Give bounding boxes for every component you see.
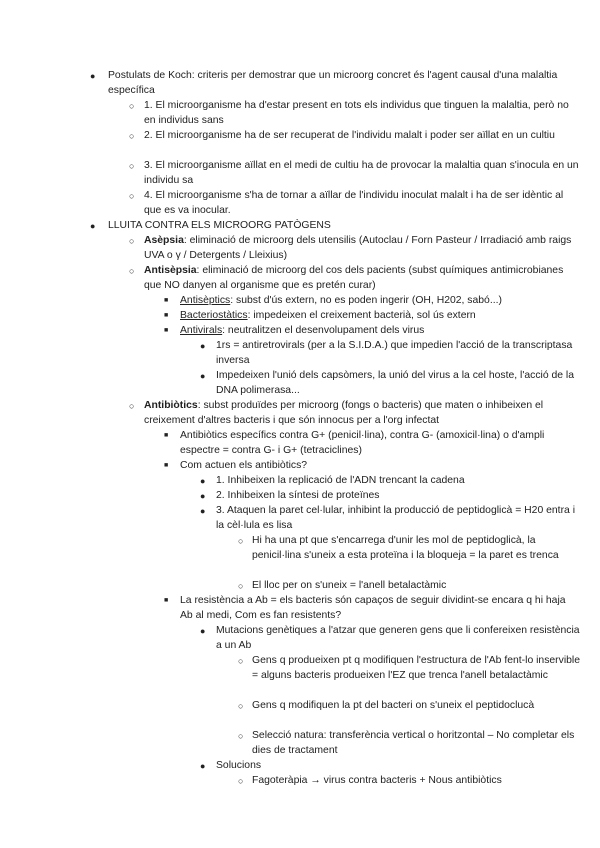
list-item-text: Antisèptics: subst d'ús extern, no es poden ingerir (OH, H202, sabó...) (180, 295, 502, 306)
bullet-circle-icon: ○ (129, 191, 135, 201)
bullet-circle-icon: ○ (238, 536, 244, 546)
list-item-text: La resistència a Ab = els bacteris són capaços de seguir dividint-se encara q hi haja Ab al medi, Com es fan resistents? (180, 595, 566, 621)
bullet-square-icon: ■ (164, 462, 169, 469)
bullet-disc-icon: ● (200, 506, 206, 516)
bullet-square-icon: ■ (164, 312, 169, 319)
bullet-disc-icon: ● (200, 341, 206, 351)
list-item-text: Gens q produeixen pt q modifiquen l'estructura de l'Ab fent-lo inservible = alguns bacteris produeixen l'EZ que trenca l'anell betalactàmic (252, 655, 580, 681)
bullet-disc-icon: ● (90, 221, 96, 231)
bullet-circle-icon: ○ (238, 656, 244, 666)
list-item-text: Fagoteràpia → virus contra bacteris + Nous antibiòtics (252, 775, 502, 786)
list-item-text: Antisèpsia: eliminació de microorg del cos dels pacients (subst químiques antimicrobianes que NO danyen al organisme que es pretén curar) (144, 265, 564, 291)
bullet-circle-icon: ○ (129, 401, 135, 411)
list-item-text: 1. El microorganisme ha d'estar present en tots els individus que tinguen la malaltia, però no en individus sans (144, 100, 569, 126)
bullet-disc-icon: ● (200, 626, 206, 636)
bullet-square-icon: ■ (164, 297, 169, 304)
list-item-text: 2. El microorganisme ha de ser recuperat de l'individu malalt i poder ser aïllat en un cultiu (144, 130, 555, 141)
bullet-circle-icon: ○ (238, 731, 244, 741)
list-item-text: LLUITA CONTRA ELS MICROORG PATÒGENS (108, 220, 331, 231)
list-item-text: Hi ha una pt que s'encarrega d'unir les mol de peptidoglicà, la penicil·lina s'uneix a esta proteïna i la bloqueja = la paret es trenca (252, 535, 559, 561)
bullet-circle-icon: ○ (129, 236, 135, 246)
list-item-text: El lloc per on s'uneix = l'anell betalactàmic (252, 580, 447, 591)
bullet-circle-icon: ○ (129, 131, 135, 141)
bullet-disc-icon: ● (90, 71, 96, 81)
list-item-text: Com actuen els antibiòtics? (180, 460, 308, 471)
list-item-text: 1. Inhibeixen la replicació de l'ADN trencant la cadena (216, 475, 465, 486)
bullet-disc-icon: ● (200, 476, 206, 486)
bullet-disc-icon: ● (200, 371, 206, 381)
list-item-text: 3. El microorganisme aïllat en el medi de cultiu ha de provocar la malaltia quan s'inocula en un individu sa (144, 160, 579, 186)
list-item-text: Asèpsia: eliminació de microorg dels utensilis (Autoclau / Forn Pasteur / Irradiació amb raigs UVA o γ / Detergents / Lleixius) (144, 235, 572, 261)
bullet-circle-icon: ○ (238, 581, 244, 591)
list-item-text: Antivirals: neutralitzen el desenvolupament dels virus (180, 325, 425, 336)
list-item-text: Bacteriostàtics: impedeixen el creixement bacterià, sol ús extern (180, 310, 476, 321)
list-item-text: Antibiòtics específics contra G+ (penicil·lina), contra G- (amoxicil·lina) o d'ampli espectre = contra G- i G+ (tetraciclines) (180, 430, 545, 456)
list-item-text: Antibiòtics: subst produïdes per microorg (fongs o bacteris) que maten o inhibeixen el creixement d'altres bacteris i que són innocus per a l'org infectat (144, 400, 544, 426)
bullet-circle-icon: ○ (129, 266, 135, 276)
list-item-text: Impedeixen l'unió dels capsòmers, la unió del virus a la cel hoste, l'acció de la DNA polimerasa... (216, 370, 575, 396)
bullet-circle-icon: ○ (238, 776, 244, 786)
bullet-square-icon: ■ (164, 597, 169, 604)
list-item-text: Gens q modifiquen la pt del bacteri on s'uneix el peptidoclucà (252, 700, 535, 711)
list-item-text: 3. Ataquen la paret cel·lular, inhibint la producció de peptidoglicà = H20 entra i la cèl·lula es lisa (216, 505, 575, 531)
bullet-circle-icon: ○ (238, 701, 244, 711)
bullet-circle-icon: ○ (129, 161, 135, 171)
bullet-square-icon: ■ (164, 432, 169, 439)
bullet-square-icon: ■ (164, 327, 169, 334)
bullet-circle-icon: ○ (129, 101, 135, 111)
bullet-disc-icon: ● (200, 491, 206, 501)
list-item-text: 2. Inhibeixen la síntesi de proteïnes (216, 490, 380, 501)
list-item-text: Postulats de Koch: criteris per demostrar que un microorg concret és l'agent causal d'una malaltia específica (108, 70, 558, 96)
list-item-text: Solucions (216, 760, 262, 771)
list-item-text: Mutacions genètiques a l'atzar que generen gens que li confereixen resistència a un Ab (216, 625, 580, 651)
list-item-text: Selecció natura: transferència vertical o horitzontal – No completar els dies de tractament (252, 730, 575, 756)
list-item-text: 4. El microorganisme s'ha de tornar a aïllar de l'individu inoculat malalt i ha de ser idèntic al que es va inocular. (144, 190, 564, 216)
list-item-text: 1rs = antiretrovirals (per a la S.I.D.A.) que impedien l'acció de la transcriptasa inversa (216, 340, 573, 366)
bullet-disc-icon: ● (200, 761, 206, 771)
